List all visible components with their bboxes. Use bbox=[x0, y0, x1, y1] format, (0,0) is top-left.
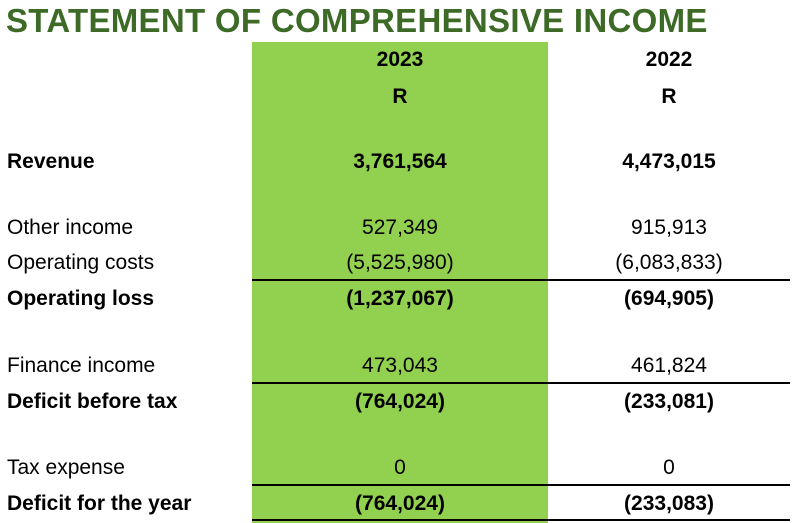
row-label: Revenue bbox=[7, 150, 95, 173]
subtotal-rule-2023 bbox=[252, 279, 548, 281]
value-2023: (1,237,067) bbox=[346, 287, 454, 310]
row-deficit-before-tax bbox=[0, 385, 800, 419]
value-2022: (6,083,833) bbox=[615, 251, 723, 274]
header-currency-2023: R bbox=[392, 85, 408, 108]
row-revenue bbox=[0, 145, 800, 179]
row-label: Deficit before tax bbox=[7, 390, 178, 413]
value-2022: (694,905) bbox=[624, 287, 714, 310]
row-operating-costs bbox=[0, 246, 800, 280]
value-2022: 461,824 bbox=[631, 354, 707, 377]
total-rule-2023 bbox=[252, 484, 548, 486]
value-2023: 473,043 bbox=[362, 354, 438, 377]
row-label: Finance income bbox=[7, 354, 156, 377]
value-2023: (764,024) bbox=[355, 390, 445, 413]
value-2023: (764,024) bbox=[355, 492, 445, 515]
subtotal-rule-2022 bbox=[548, 382, 790, 384]
value-2022: 915,913 bbox=[631, 216, 707, 239]
row-tax-expense bbox=[0, 451, 800, 485]
total-rule-2022 bbox=[548, 484, 790, 486]
header-year-2022: 2022 bbox=[645, 48, 693, 71]
value-2022: (233,081) bbox=[624, 390, 714, 413]
value-2023: 527,349 bbox=[362, 216, 438, 239]
subtotal-rule-2022 bbox=[548, 279, 790, 281]
header-year-2023: 2023 bbox=[376, 48, 424, 71]
statement-title: STATEMENT OF COMPREHENSIVE INCOME bbox=[6, 2, 708, 39]
final-rule-2022 bbox=[548, 519, 790, 521]
subtotal-rule-2023 bbox=[252, 382, 548, 384]
value-2022: 4,473,015 bbox=[622, 150, 716, 173]
row-label: Tax expense bbox=[7, 456, 125, 479]
row-label: Operating loss bbox=[7, 287, 155, 310]
final-rule-2023 bbox=[252, 519, 548, 521]
value-2023: 0 bbox=[394, 456, 406, 479]
row-label: Other income bbox=[7, 216, 134, 239]
row-other-income bbox=[0, 211, 800, 245]
value-2022: (233,083) bbox=[624, 492, 714, 515]
value-2023: (5,525,980) bbox=[346, 251, 454, 274]
row-label: Operating costs bbox=[7, 251, 155, 274]
row-operating-loss bbox=[0, 282, 800, 316]
value-2023: 3,761,564 bbox=[353, 150, 447, 173]
header-currency-2022: R bbox=[661, 85, 677, 108]
row-deficit-for-the-year bbox=[0, 487, 800, 521]
row-finance-income bbox=[0, 349, 800, 383]
row-label: Deficit for the year bbox=[7, 492, 192, 515]
value-2022: 0 bbox=[663, 456, 675, 479]
